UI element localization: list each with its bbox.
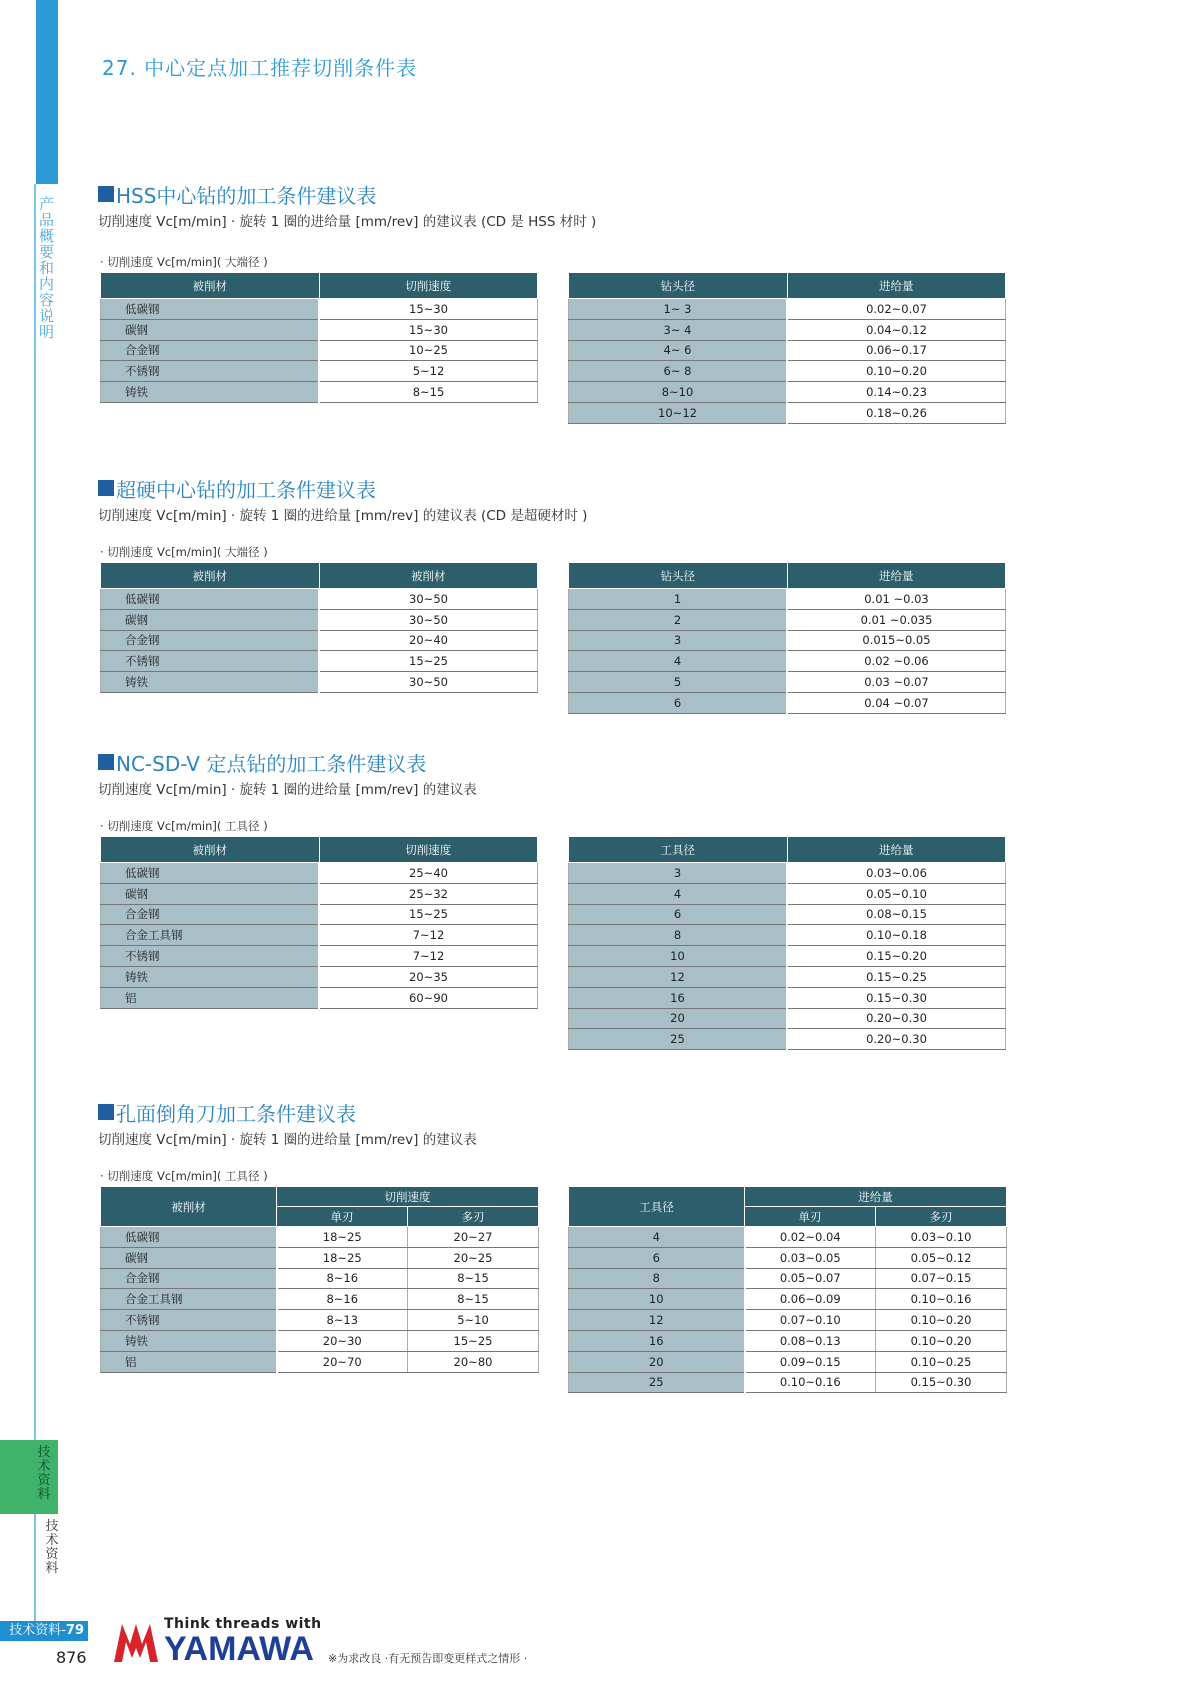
column-header: 被削材: [101, 563, 320, 589]
table-row: [569, 672, 1006, 693]
row-label: 碳钢: [101, 883, 320, 904]
table-row: [101, 1330, 539, 1351]
table-row: [569, 863, 1006, 884]
table-row: [569, 361, 1006, 382]
cell-value: 8~16: [277, 1268, 408, 1289]
cell-value: 8~15: [408, 1268, 539, 1289]
table-row: [101, 925, 538, 946]
table-row: [569, 589, 1006, 610]
table-row: [101, 609, 538, 630]
cell-value: 0.03~0.06: [787, 863, 1006, 884]
cell-value: 20~27: [408, 1227, 539, 1248]
row-label: 6: [569, 1247, 745, 1268]
row-label: 8: [569, 1268, 745, 1289]
table-row: [101, 672, 538, 693]
table-row: [101, 1289, 539, 1310]
table-row: [101, 987, 538, 1008]
cell-value: 0.06~0.09: [745, 1289, 876, 1310]
cell-value: 0.10~0.20: [876, 1330, 1007, 1351]
column-header: 多刃: [876, 1207, 1007, 1227]
cell-value: 25~32: [319, 883, 538, 904]
table-row: [101, 1247, 539, 1268]
cell-value: 8~16: [277, 1289, 408, 1310]
column-header: 钻头径: [569, 563, 788, 589]
row-label: 3~ 4: [569, 319, 788, 340]
cell-value: 20~80: [408, 1351, 539, 1372]
cell-value: 0.03~0.10: [876, 1227, 1007, 1248]
cell-value: 5~10: [408, 1310, 539, 1331]
row-label: 铝: [101, 987, 320, 1008]
row-label: 25: [569, 1029, 788, 1050]
section-title: 孔面倒角刀加工条件建议表: [98, 1100, 1008, 1124]
row-label: 6: [569, 692, 788, 713]
row-label: 铸铁: [101, 382, 320, 403]
side-line: [34, 184, 36, 1624]
row-label: 4: [569, 883, 788, 904]
table-row: [101, 883, 538, 904]
row-label: 4: [569, 651, 788, 672]
table-row: [101, 382, 538, 403]
table-row: [569, 904, 1006, 925]
row-label: 低碳钢: [101, 589, 320, 610]
ncsdv-speed-table: [100, 836, 538, 1009]
column-group-header: 进给量: [745, 1187, 1007, 1207]
cell-value: 15~25: [408, 1330, 539, 1351]
section-chamfer: [98, 1100, 1008, 1146]
row-label: 合金钢: [101, 630, 320, 651]
hss-speed-table: [100, 272, 538, 403]
cell-value: 15~30: [319, 299, 538, 320]
cell-value: 0.05~0.07: [745, 1268, 876, 1289]
table-row: [101, 651, 538, 672]
cell-value: 0.15~0.30: [787, 987, 1006, 1008]
cell-value: 20~70: [277, 1351, 408, 1372]
header-row: [101, 837, 538, 863]
table-row: [101, 904, 538, 925]
cell-value: 0.15~0.30: [876, 1372, 1007, 1393]
table-caption: · 切削速度 Vc[m/min]( 工具径 ): [100, 1169, 268, 1183]
row-label: 低碳钢: [101, 863, 320, 884]
table-row: [101, 863, 538, 884]
cell-value: 60~90: [319, 987, 538, 1008]
column-header: 被削材: [319, 563, 538, 589]
cell-value: 0.15~0.20: [787, 946, 1006, 967]
cell-value: 0.04 ~0.07: [787, 692, 1006, 713]
cell-value: 25~40: [319, 863, 538, 884]
table-row: [101, 1268, 539, 1289]
row-label: 12: [569, 966, 788, 987]
cell-value: 0.015~0.05: [787, 630, 1006, 651]
section-subtitle: 切削速度 Vc[m/min] · 旋转 1 圈的进给量 [mm/rev] 的建议表: [98, 782, 477, 798]
table-row: [569, 630, 1006, 651]
cell-value: 0.08~0.13: [745, 1330, 876, 1351]
cell-value: 8~15: [408, 1289, 539, 1310]
cell-value: 0.15~0.25: [787, 966, 1006, 987]
cell-value: 15~25: [319, 651, 538, 672]
row-label: 16: [569, 987, 788, 1008]
cell-value: 0.02~0.04: [745, 1227, 876, 1248]
square-bullet-icon: [98, 186, 114, 202]
row-label: 低碳钢: [101, 1227, 277, 1248]
side-blue-bar: [36, 0, 58, 184]
row-label: 不锈钢: [101, 1310, 277, 1331]
header-row: [569, 273, 1006, 299]
table-row: [101, 966, 538, 987]
table-row: [569, 946, 1006, 967]
cell-value: 10~25: [319, 340, 538, 361]
cell-value: 0.09~0.15: [745, 1351, 876, 1372]
table-row: [569, 883, 1006, 904]
column-header: 切削速度: [319, 273, 538, 299]
row-label: 低碳钢: [101, 299, 320, 320]
section-carbide: [98, 476, 1008, 522]
row-label: 3: [569, 863, 788, 884]
row-label: 碳钢: [101, 1247, 277, 1268]
row-label: 10~12: [569, 402, 788, 423]
table-row: [101, 589, 538, 610]
row-label: 2: [569, 609, 788, 630]
table-row: [569, 1289, 1007, 1310]
column-header: 被削材: [101, 837, 320, 863]
square-bullet-icon: [98, 480, 114, 496]
column-header: 被削材: [101, 273, 320, 299]
table-row: [569, 319, 1006, 340]
cell-value: 0.10~0.20: [876, 1310, 1007, 1331]
table-row: [101, 299, 538, 320]
footer-tab: 技术资料-79: [0, 1621, 88, 1641]
side-dark-label: 技术资料: [45, 1519, 59, 1576]
side-vertical-label: 产品概要和内容说明: [38, 195, 55, 341]
cell-value: 8~15: [319, 382, 538, 403]
table-row: [569, 1310, 1007, 1331]
table-row: [569, 1008, 1006, 1029]
table-row: [569, 1351, 1007, 1372]
table-row: [569, 1227, 1007, 1248]
cell-value: 0.01 ~0.035: [787, 609, 1006, 630]
column-header: 单刃: [745, 1207, 876, 1227]
cell-value: 7~12: [319, 925, 538, 946]
cell-value: 0.06~0.17: [787, 340, 1006, 361]
cell-value: 30~50: [319, 609, 538, 630]
table-caption: · 切削速度 Vc[m/min]( 工具径 ): [100, 819, 268, 833]
row-label: 8: [569, 925, 788, 946]
table-row: [569, 382, 1006, 403]
header-row: [101, 563, 538, 589]
cell-value: 18~25: [277, 1247, 408, 1268]
row-label: 铝: [101, 1351, 277, 1372]
carbide-speed-table: [100, 562, 538, 693]
table-row: [569, 1372, 1007, 1393]
table-row: [569, 340, 1006, 361]
footer-brand: YAMAWA: [164, 1630, 314, 1668]
ncsdv-feed-table: [568, 836, 1006, 1050]
cell-value: 0.03~0.05: [745, 1247, 876, 1268]
row-label: 5: [569, 672, 788, 693]
cell-value: 0.10~0.16: [745, 1372, 876, 1393]
table-row: [569, 1029, 1006, 1050]
table-row: [569, 402, 1006, 423]
header-row: [569, 1187, 1007, 1207]
cell-value: 7~12: [319, 946, 538, 967]
section-title: HSS中心钻的加工条件建议表: [98, 182, 1008, 206]
table-row: [101, 1351, 539, 1372]
row-label: 合金钢: [101, 340, 320, 361]
row-label: 20: [569, 1008, 788, 1029]
row-label: 6: [569, 904, 788, 925]
column-header: 工具径: [569, 837, 788, 863]
table-row: [101, 1310, 539, 1331]
cell-value: 0.10~0.20: [787, 361, 1006, 382]
cell-value: 0.20~0.30: [787, 1008, 1006, 1029]
row-label: 10: [569, 1289, 745, 1310]
cell-value: 20~30: [277, 1330, 408, 1351]
cell-value: 30~50: [319, 589, 538, 610]
cell-value: 30~50: [319, 672, 538, 693]
square-bullet-icon: [98, 754, 114, 770]
row-label: 合金工具钢: [101, 1289, 277, 1310]
row-label: 1~ 3: [569, 299, 788, 320]
row-label: 3: [569, 630, 788, 651]
row-label: 铸铁: [101, 966, 320, 987]
row-label: 合金钢: [101, 904, 320, 925]
row-label: 合金工具钢: [101, 925, 320, 946]
cell-value: 20~25: [408, 1247, 539, 1268]
cell-value: 0.10~0.25: [876, 1351, 1007, 1372]
table-row: [569, 1268, 1007, 1289]
section-ncsdv: [98, 750, 1008, 796]
cell-value: 0.20~0.30: [787, 1029, 1006, 1050]
cell-value: 0.18~0.26: [787, 402, 1006, 423]
chamfer-feed-table: [568, 1186, 1007, 1393]
cell-value: 0.03 ~0.07: [787, 672, 1006, 693]
cell-value: 8~13: [277, 1310, 408, 1331]
column-group-header: 切削速度: [277, 1187, 539, 1207]
table-row: [101, 1227, 539, 1248]
cell-value: 0.08~0.15: [787, 904, 1006, 925]
table-row: [569, 299, 1006, 320]
cell-value: 20~40: [319, 630, 538, 651]
table-row: [101, 340, 538, 361]
cell-value: 5~12: [319, 361, 538, 382]
table-row: [101, 630, 538, 651]
section-subtitle: 切削速度 Vc[m/min] · 旋转 1 圈的进给量 [mm/rev] 的建议表 (CD 是 HSS 材时 ): [98, 214, 597, 230]
header-row: [569, 837, 1006, 863]
row-label: 不锈钢: [101, 651, 320, 672]
row-label: 不锈钢: [101, 946, 320, 967]
row-label: 1: [569, 589, 788, 610]
column-header: 切削速度: [319, 837, 538, 863]
cell-value: 0.02 ~0.06: [787, 651, 1006, 672]
cell-value: 0.07~0.15: [876, 1268, 1007, 1289]
chamfer-speed-table: [100, 1186, 539, 1373]
row-label: 25: [569, 1372, 745, 1393]
cell-value: 0.04~0.12: [787, 319, 1006, 340]
table-caption: · 切削速度 Vc[m/min]( 大端径 ): [100, 545, 268, 559]
column-header: 多刃: [408, 1207, 539, 1227]
page-title: 27. 中心定点加工推荐切削条件表: [102, 56, 418, 80]
cell-value: 20~35: [319, 966, 538, 987]
hss-feed-table: [568, 272, 1006, 424]
table-row: [569, 966, 1006, 987]
yamawa-logo-icon: [112, 1618, 160, 1666]
section-subtitle: 切削速度 Vc[m/min] · 旋转 1 圈的进给量 [mm/rev] 的建议表 (CD 是超硬材时 ): [98, 508, 588, 524]
row-label: 8~10: [569, 382, 788, 403]
table-row: [101, 361, 538, 382]
cell-value: 0.05~0.12: [876, 1247, 1007, 1268]
row-label: 12: [569, 1310, 745, 1331]
row-label: 10: [569, 946, 788, 967]
table-row: [569, 987, 1006, 1008]
cell-value: 15~25: [319, 904, 538, 925]
row-label: 4~ 6: [569, 340, 788, 361]
row-label: 合金钢: [101, 1268, 277, 1289]
row-label: 碳钢: [101, 319, 320, 340]
cell-value: 0.10~0.16: [876, 1289, 1007, 1310]
column-header: 进给量: [787, 837, 1006, 863]
header-row: [101, 1187, 539, 1207]
table-caption: · 切削速度 Vc[m/min]( 大端径 ): [100, 255, 268, 269]
header-row: [101, 273, 538, 299]
carbide-feed-table: [568, 562, 1006, 714]
cell-value: 18~25: [277, 1227, 408, 1248]
footer-slogan: Think threads with: [164, 1616, 322, 1632]
table-row: [569, 692, 1006, 713]
table-row: [569, 651, 1006, 672]
table-row: [569, 1247, 1007, 1268]
section-title: NC-SD-V 定点钻的加工条件建议表: [98, 750, 1008, 774]
row-label: 不锈钢: [101, 361, 320, 382]
table-row: [569, 609, 1006, 630]
cell-value: 15~30: [319, 319, 538, 340]
column-header: 进给量: [787, 273, 1006, 299]
row-label: 铸铁: [101, 1330, 277, 1351]
row-label: 铸铁: [101, 672, 320, 693]
section-title: 超硬中心钻的加工条件建议表: [98, 476, 1008, 500]
cell-value: 0.02~0.07: [787, 299, 1006, 320]
section-hss: [98, 182, 1008, 228]
column-header: 单刃: [277, 1207, 408, 1227]
table-row: [569, 925, 1006, 946]
column-header: 进给量: [787, 563, 1006, 589]
column-header: 工具径: [569, 1187, 745, 1227]
row-label: 4: [569, 1227, 745, 1248]
table-row: [569, 1330, 1007, 1351]
cell-value: 0.10~0.18: [787, 925, 1006, 946]
square-bullet-icon: [98, 1104, 114, 1120]
cell-value: 0.14~0.23: [787, 382, 1006, 403]
row-label: 20: [569, 1351, 745, 1372]
cell-value: 0.07~0.10: [745, 1310, 876, 1331]
footer-disclaimer: ※为求改良 ·有无预告即变更样式之情形 ·: [328, 1652, 528, 1665]
cell-value: 0.01 ~0.03: [787, 589, 1006, 610]
table-row: [101, 319, 538, 340]
header-row: [569, 563, 1006, 589]
side-green-label: 技术资料: [37, 1445, 51, 1502]
column-header: 钻头径: [569, 273, 788, 299]
row-label: 碳钢: [101, 609, 320, 630]
row-label: 16: [569, 1330, 745, 1351]
row-label: 6~ 8: [569, 361, 788, 382]
column-header: 被削材: [101, 1187, 277, 1227]
page-number: 876: [56, 1648, 87, 1667]
section-subtitle: 切削速度 Vc[m/min] · 旋转 1 圈的进给量 [mm/rev] 的建议表: [98, 1132, 477, 1148]
cell-value: 0.05~0.10: [787, 883, 1006, 904]
table-row: [101, 946, 538, 967]
